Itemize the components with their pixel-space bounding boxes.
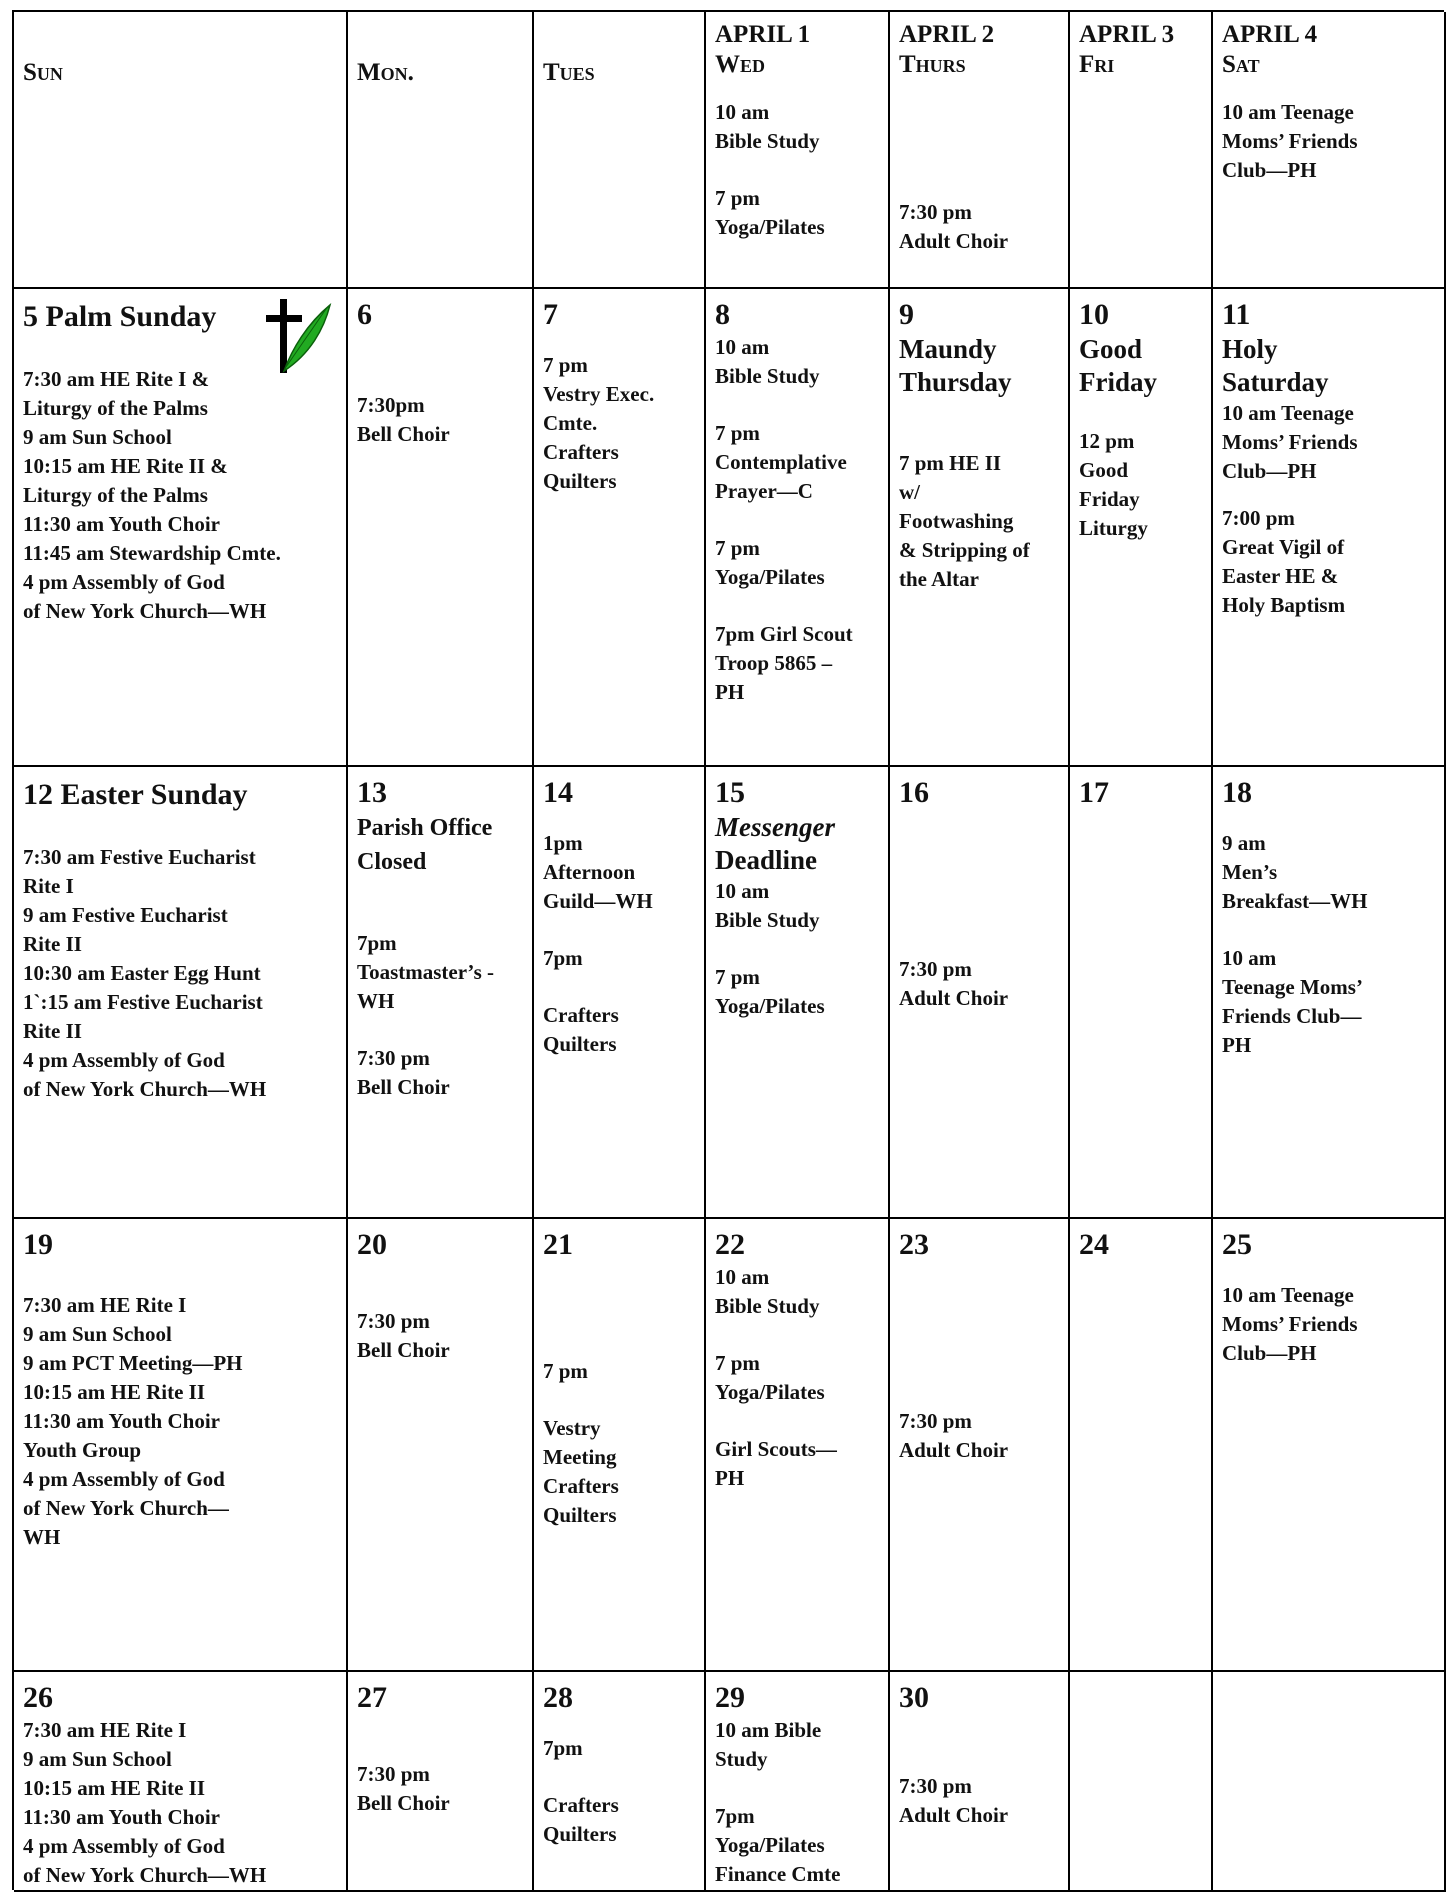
event: 10 am Teenage Moms’ Friends Club—PH [1222, 100, 1358, 182]
day-number: 29 [715, 1681, 745, 1714]
event: 10 am Teenage Moms’ Friends Club—PH [1222, 1283, 1358, 1365]
event: 7:30 pm Adult Choir [899, 1409, 1009, 1462]
event: Crafters Quilters [543, 1793, 619, 1846]
day-cell-28 [534, 1672, 706, 1892]
day-number: 21 [543, 1228, 573, 1261]
event: 7pm [543, 1736, 583, 1760]
event: 7 pm Yoga/Pilates [715, 536, 825, 589]
event: 7 pm Contemplative Prayer—C [715, 421, 847, 503]
day-cell-12 [14, 767, 348, 1219]
day-number: 14 [543, 776, 573, 809]
day-number: 19 [23, 1228, 53, 1261]
event-list: 7:30 am HE Rite I 9 am Sun School 10:15 am HE Rite II 11:30 am Youth Choir 4 pm Assembly of God of New York Church—WH [23, 1718, 267, 1887]
day-number: 23 [899, 1228, 929, 1261]
day-cell-16 [890, 767, 1070, 1219]
day-number: 10 [1079, 298, 1109, 331]
day-cell-9 [890, 289, 1070, 767]
day-title: 12 Easter Sunday [23, 778, 248, 811]
event-list: 7:30 am HE Rite I 9 am Sun School 9 am PCT Meeting—PH 10:15 am HE Rite II 11:30 am Youth Choir Youth Group 4 pm Assembly of God of New York Church— WH [23, 1293, 243, 1549]
event: 10 am Bible Study [715, 335, 820, 388]
date-label: APRIL 2 [899, 21, 995, 48]
day-cell-14 [534, 767, 706, 1219]
day-number: 11 [1222, 298, 1251, 331]
weekday-label: Thurs [899, 51, 966, 78]
date-label: APRIL 3 [1079, 21, 1175, 48]
day-number: 26 [23, 1681, 53, 1714]
day-number: 6 [357, 298, 372, 331]
day-cell-11 [1213, 289, 1446, 767]
palm-cross-icon [262, 299, 334, 377]
header-sat [1213, 12, 1446, 289]
event: 7pm Toastmaster’s - WH [357, 931, 495, 1013]
day-number: 30 [899, 1681, 929, 1714]
event: 7 pm HE II w/ Footwashing & Stripping of the Altar [899, 451, 1030, 591]
day-title: Good Friday [1079, 334, 1157, 397]
event: 1pm Afternoon Guild—WH [543, 831, 653, 913]
day-cell-7 [534, 289, 706, 767]
event: 7 pm Yoga/Pilates [715, 186, 825, 239]
event: Girl Scouts— PH [715, 1437, 837, 1490]
event: 10 am Teenage Moms’ Friends Club— PH [1222, 946, 1363, 1057]
date-label: APRIL 4 [1222, 21, 1318, 48]
calendar-grid [12, 10, 1444, 1890]
day-title: Maundy Thursday [899, 334, 1012, 397]
day-title: Parish Office Closed [357, 815, 493, 875]
event: 7 pm [543, 1359, 588, 1383]
day-number: 9 [899, 298, 914, 331]
day-number: 16 [899, 776, 929, 809]
event: 7 pm Yoga/Pilates [715, 1351, 825, 1404]
day-title: 5 Palm Sunday [23, 300, 217, 333]
day-cell-15 [706, 767, 890, 1219]
day-title: Deadline [715, 845, 818, 875]
day-number: 28 [543, 1681, 573, 1714]
weekday-label: Sun [23, 59, 63, 86]
day-title-italic: Messenger [715, 812, 835, 842]
event-list: 7:30 am HE Rite I & Liturgy of the Palms 9 am Sun School 10:15 am HE Rite II & Liturgy of the Palms 11:30 am Youth Choir 11:45 am Stewardship Cmte. 4 pm Assembly of God of New York Church—WH [23, 367, 281, 623]
day-cell-29 [706, 1672, 890, 1892]
event: 7pm Yoga/Pilates Finance Cmte [715, 1804, 841, 1886]
event: 12 pm Good Friday Liturgy [1079, 429, 1148, 540]
day-number: 15 [715, 776, 745, 809]
day-cell-17 [1070, 767, 1213, 1219]
event: 7:30pm Bell Choir [357, 393, 450, 446]
day-cell-10 [1070, 289, 1213, 767]
event-list: 7:30 am Festive Eucharist Rite I 9 am Festive Eucharist Rite II 10:30 am Easter Egg Hunt 1`:15 am Festive Eucharist Rite II 4 pm Assembly of God of New York Church—WH [23, 845, 267, 1101]
day-number: 7 [543, 298, 558, 331]
header-thu [890, 12, 1070, 289]
event: 7:30 pm Bell Choir [357, 1762, 450, 1815]
event: 7:00 pm Great Vigil of Easter HE & Holy Baptism [1222, 506, 1346, 617]
event: 7 pm Yoga/Pilates [715, 965, 825, 1018]
event: 10 am Bible Study [715, 1718, 822, 1771]
day-number: 27 [357, 1681, 387, 1714]
weekday-label: Tues [543, 59, 595, 86]
day-cell-13 [348, 767, 534, 1219]
day-number: 8 [715, 298, 730, 331]
day-cell-18 [1213, 767, 1446, 1219]
event: 10 am Bible Study [715, 879, 820, 932]
day-cell-22 [706, 1219, 890, 1672]
event: 7:30 pm Adult Choir [899, 200, 1009, 253]
day-cell-20 [348, 1219, 534, 1672]
day-number: 22 [715, 1228, 745, 1261]
event: 7:30 pm Adult Choir [899, 1774, 1009, 1827]
day-cell-30 [890, 1672, 1070, 1892]
empty-cell [1213, 1672, 1446, 1892]
day-cell-27 [348, 1672, 534, 1892]
event: 7:30 pm Adult Choir [899, 957, 1009, 1010]
day-number: 25 [1222, 1228, 1252, 1261]
day-number: 20 [357, 1228, 387, 1261]
event: 10 am Bible Study [715, 100, 820, 153]
event: 9 am Men’s Breakfast—WH [1222, 831, 1368, 913]
weekday-label: Mon. [357, 59, 414, 86]
event: 7 pm Vestry Exec. Cmte. Crafters Quilters [543, 353, 655, 493]
event: 10 am Bible Study [715, 1265, 820, 1318]
weekday-label: Fri [1079, 51, 1115, 78]
day-number: 17 [1079, 776, 1109, 809]
day-cell-23 [890, 1219, 1070, 1672]
day-cell-21 [534, 1219, 706, 1672]
header-sun [14, 12, 348, 289]
header-fri [1070, 12, 1213, 289]
day-cell-24 [1070, 1219, 1213, 1672]
event: 7pm [543, 946, 583, 970]
event: 7pm Girl Scout Troop 5865 – PH [715, 622, 853, 704]
event: 7:30 pm Bell Choir [357, 1309, 450, 1362]
header-wed [706, 12, 890, 289]
day-number: 13 [357, 776, 387, 809]
event: 10 am Teenage Moms’ Friends Club—PH [1222, 401, 1358, 483]
day-title: Holy Saturday [1222, 334, 1329, 397]
weekday-label: Sat [1222, 51, 1260, 78]
day-cell-8 [706, 289, 890, 767]
header-mon [348, 12, 534, 289]
event: 7:30 pm Bell Choir [357, 1046, 450, 1099]
date-label: APRIL 1 [715, 21, 811, 48]
day-number: 24 [1079, 1228, 1109, 1261]
day-cell-6 [348, 289, 534, 767]
event: Crafters Quilters [543, 1003, 619, 1056]
day-cell-26 [14, 1672, 348, 1892]
header-tue [534, 12, 706, 289]
day-cell-5 [14, 289, 348, 767]
day-cell-19 [14, 1219, 348, 1672]
day-cell-25 [1213, 1219, 1446, 1672]
empty-cell [1070, 1672, 1213, 1892]
event: Vestry Meeting Crafters Quilters [543, 1416, 619, 1527]
day-number: 18 [1222, 776, 1252, 809]
weekday-label: Wed [715, 51, 766, 78]
